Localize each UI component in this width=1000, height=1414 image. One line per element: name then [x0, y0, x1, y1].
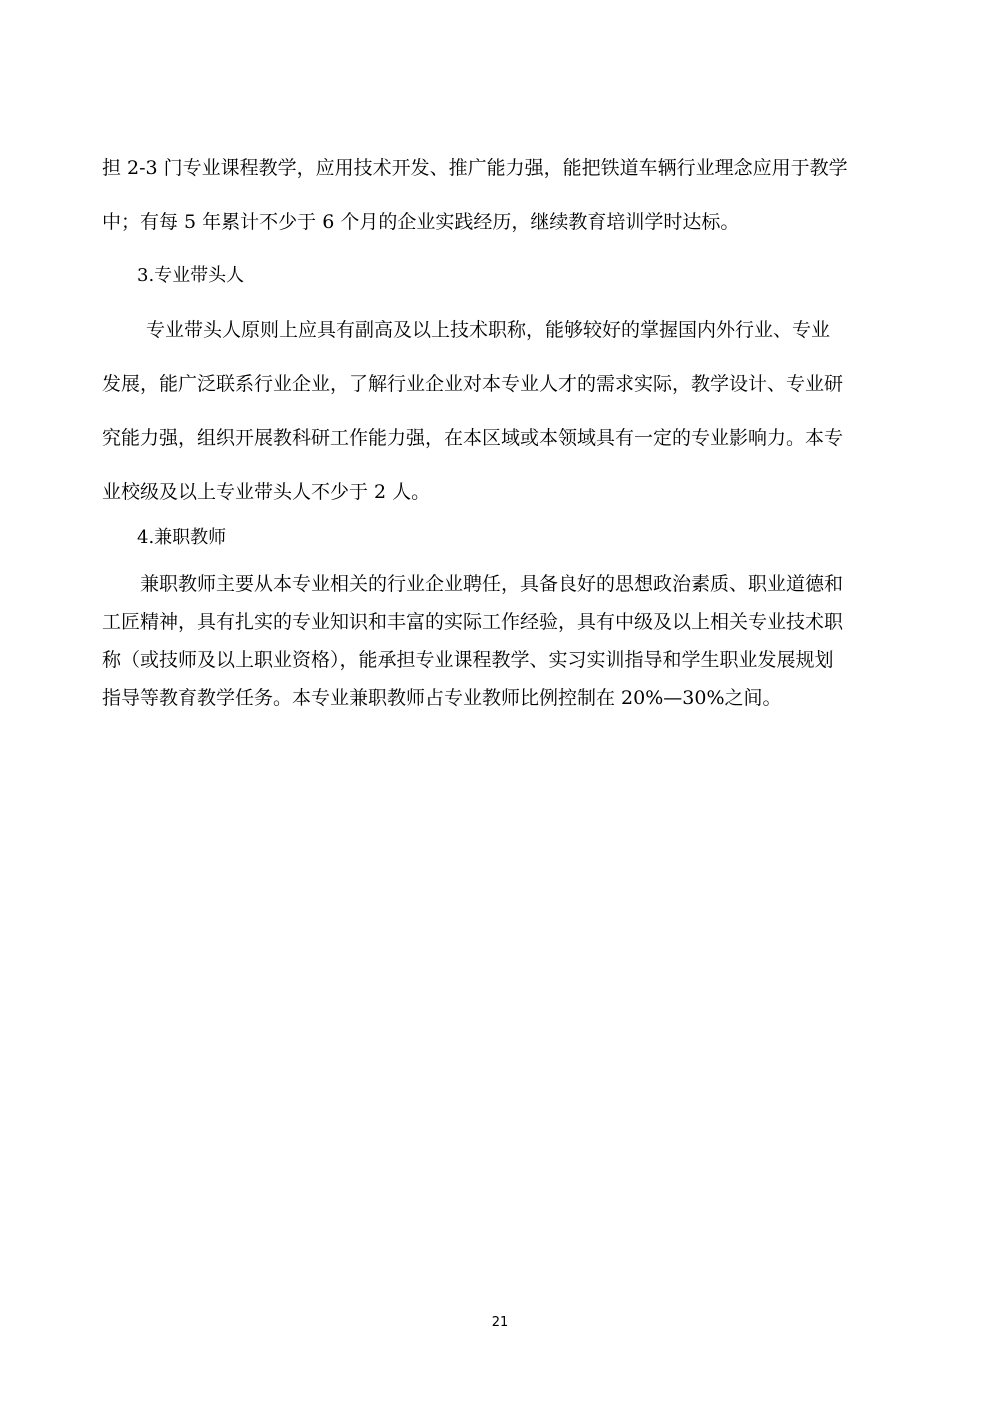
paragraph-line: 专业带头人原则上应具有副高及以上技术职称，能够较好的掌握国内外行业、专业: [146, 319, 831, 341]
paragraph-line: 工匠精神，具有扎实的专业知识和丰富的实际工作经验，具有中级及以上相关专业技术职: [102, 611, 844, 633]
paragraph-line: 担 2-3 门专业课程教学，应用技术开发、推广能力强，能把铁道车辆行业理念应用于教学: [102, 157, 848, 179]
paragraph-line: 究能力强，组织开展教科研工作能力强，在本区域或本领域具有一定的专业影响力。本专: [102, 427, 844, 449]
paragraph-line: 兼职教师主要从本专业相关的行业企业聘任，具备良好的思想政治素质、职业道德和: [140, 573, 844, 595]
paragraph-line: 发展，能广泛联系行业企业，了解行业企业对本专业人才的需求实际，教学设计、专业研: [102, 373, 844, 395]
paragraph-line: 指导等教育教学任务。本专业兼职教师占专业教师比例控制在 20%—30%之间。: [102, 687, 782, 709]
paragraph-line: 中；有每 5 年累计不少于 6 个月的企业实践经历，继续教育培训学时达标。: [102, 211, 740, 233]
section-heading-3: 3.专业带头人: [137, 265, 245, 286]
page-number: 21: [491, 1315, 509, 1330]
section-heading-4: 4.兼职教师: [137, 527, 227, 548]
paragraph-line: 业校级及以上专业带头人不少于 2 人。: [102, 481, 431, 503]
paragraph-line: 称（或技师及以上职业资格），能承担专业课程教学、实习实训指导和学生职业发展规划: [102, 649, 834, 671]
